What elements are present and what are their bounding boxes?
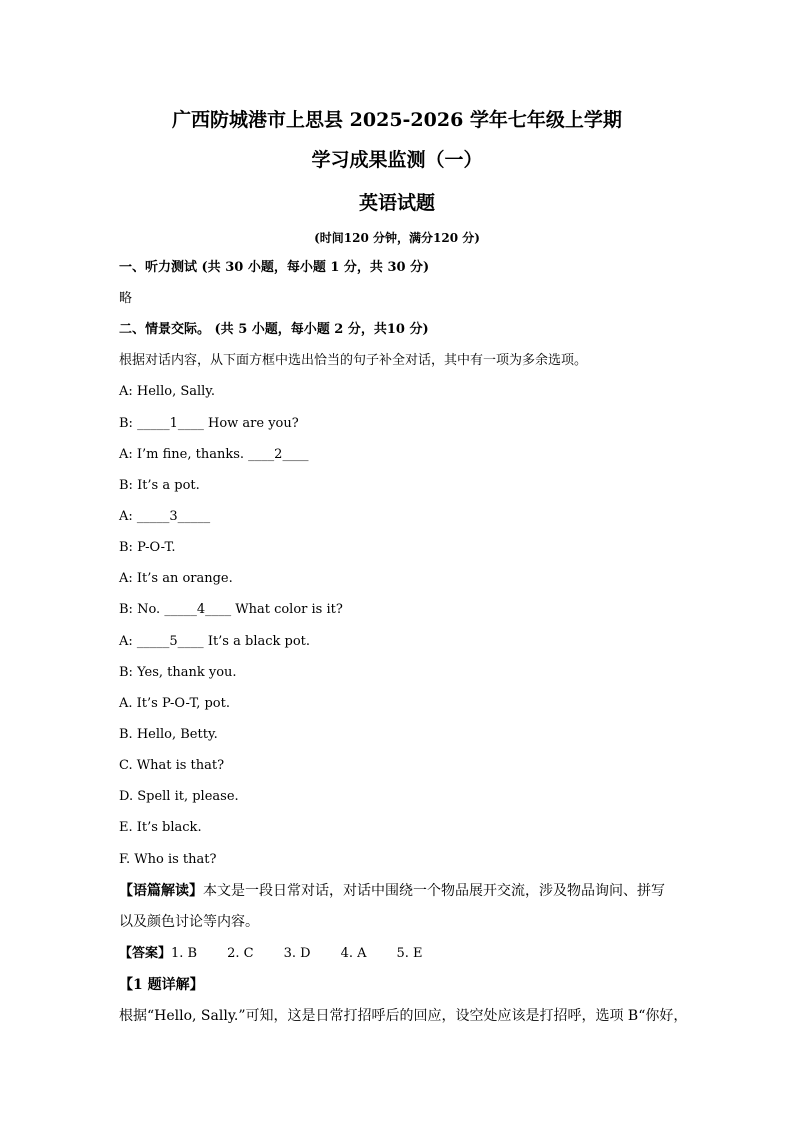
dialogue-line-4: B: It’s a pot. xyxy=(119,478,200,493)
dialogue-text: B: No. xyxy=(119,602,165,617)
answer-4: 4. A xyxy=(340,946,367,961)
dialogue-line-8 xyxy=(119,600,343,620)
dialogue-text: What color is it? xyxy=(231,602,343,617)
answer-5: 5. E xyxy=(396,946,423,961)
section1-content: 略 xyxy=(119,291,133,306)
dialogue-line-10: B: Yes, thank you. xyxy=(119,665,237,680)
option-c: C. What is that? xyxy=(119,758,225,773)
exam-subject-title: 英语试题 xyxy=(358,192,435,214)
exam-time-score: (时间120 分钟，满分120 分) xyxy=(314,231,480,245)
dialogue-line-3 xyxy=(119,445,308,465)
dialogue-line-6: B: P-O-T. xyxy=(119,540,176,555)
detail-label: 【1 题详解】 xyxy=(119,977,204,993)
speaker: A: xyxy=(119,509,137,524)
exam-title-line2: 学习成果监测（一） xyxy=(311,149,483,171)
analysis-paragraph xyxy=(119,881,665,901)
dialogue-line-1: A: Hello, Sally. xyxy=(119,384,216,399)
option-d: D. Spell it, please. xyxy=(119,789,239,804)
dialogue-text: It’s a black pot. xyxy=(203,634,311,649)
blank-5: _____5____ xyxy=(136,634,204,649)
analysis-label: 【语篇解读】 xyxy=(119,883,203,899)
speaker: B: xyxy=(119,416,138,431)
analysis-paragraph-cont: 以及颜色讨论等内容。 xyxy=(119,914,259,930)
dialogue-line-7: A: It’s an orange. xyxy=(119,571,233,586)
answer-3: 3. D xyxy=(283,946,311,961)
section2-heading: 二、情景交际。 (共 5 小题，每小题 2 分，共10 分) xyxy=(119,322,429,337)
section2-instruction: 根据对话内容，从下面方框中选出恰当的句子补全对话，其中有一项为多余选项。 xyxy=(119,353,588,368)
option-a: A. It’s P-O-T, pot. xyxy=(119,696,230,711)
dialogue-line-5 xyxy=(119,507,210,527)
dialogue-text: How are you? xyxy=(203,416,299,431)
blank-3: _____3_____ xyxy=(136,509,211,524)
dialogue-line-9 xyxy=(119,632,310,652)
section1-heading: 一、听力测试 (共 30 小题，每小题 1 分，共 30 分) xyxy=(119,260,430,275)
answer-2: 2. C xyxy=(227,946,254,961)
answer-label: 【答案】 xyxy=(119,946,172,961)
analysis-text: 本文是一段日常对话，对话中围绕一个物品展开交流，涉及物品询问、拼写 xyxy=(203,883,665,899)
exam-title-line1: 广西防城港市上思县 2025-2026 学年七年级上学期 xyxy=(172,109,622,131)
option-e: E. It’s black. xyxy=(119,820,202,835)
blank-4: _____4____ xyxy=(164,602,232,617)
answer-1: 1. B xyxy=(171,946,198,961)
option-b: B. Hello, Betty. xyxy=(119,727,218,742)
blank-1: _____1____ xyxy=(137,416,204,431)
speaker: A: xyxy=(119,634,137,649)
dialogue-text: A: I’m fine, thanks. xyxy=(119,447,249,462)
dialogue-line-2 xyxy=(119,414,299,434)
answer-line xyxy=(119,944,423,964)
option-f: F. Who is that? xyxy=(119,852,217,867)
blank-2: ____2____ xyxy=(248,447,309,462)
detail-text: 根据“Hello, Sally.”可知，这是日常打招呼后的回应，设空处应该是打招呼，选项 B“你好， xyxy=(119,1008,688,1024)
